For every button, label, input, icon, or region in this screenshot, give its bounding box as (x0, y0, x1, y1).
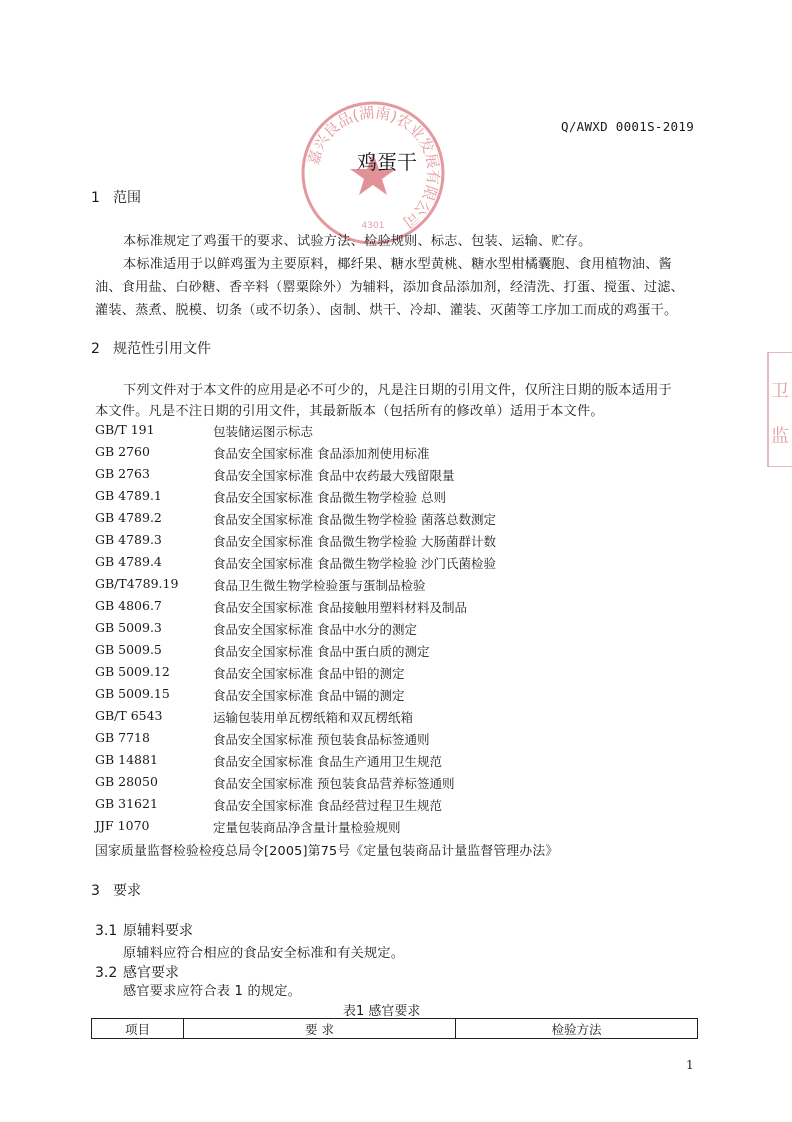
section-3-title: 要求 (113, 883, 141, 899)
section-1-title: 范围 (113, 190, 141, 206)
ref-title: 食品安全国家标准 食品中蛋白质的测定 (213, 644, 430, 659)
ref-title: 食品安全国家标准 食品微生物学检验 沙门氏菌检验 (213, 556, 496, 571)
ref-code: GB 5009.12 (95, 664, 170, 679)
edge-stamp-char-1: 卫 (771, 381, 789, 402)
ref-code: GB 4806.7 (95, 598, 162, 613)
ref-code: GB/T 6543 (95, 708, 163, 723)
section-3-1-text: 原辅料应符合相应的食品安全标准和有关规定。 (123, 946, 405, 961)
edge-stamp-char-2: 监 (771, 426, 789, 447)
ref-title: 食品安全国家标准 食品微生物学检验 菌落总数测定 (213, 512, 496, 527)
ref-title: 运输包装用单瓦楞纸箱和双瓦楞纸箱 (213, 710, 414, 725)
document-code: Q/AWXD 0001S-2019 (561, 119, 695, 134)
table-header-method: 检验方法 (551, 1021, 602, 1037)
section-3-1-number: 3.1 (95, 923, 118, 939)
scope-paragraph-2-line-1: 本标准适用于以鲜鸡蛋为主要原料，椰纤果、糖水型黄桃、糖水型柑橘囊胞、食用植物油、酱 (123, 257, 672, 272)
ref-title: 食品安全国家标准 食品微生物学检验 总则 (213, 490, 446, 505)
section-1-heading (91, 187, 141, 207)
section-3-2-heading (95, 962, 179, 982)
ref-title: 食品安全国家标准 预包装食品营养标签通则 (213, 776, 455, 791)
refs-footer-decree: 国家质量监督检验检疫总局令[2005]第75号《定量包装商品计量监督管理办法》 (95, 844, 559, 859)
section-3-1-title: 原辅料要求 (123, 923, 193, 939)
table-caption: 表1 感官要求 (343, 1004, 421, 1019)
refs-intro-line-1: 下列文件对于本文件的应用是必不可少的，凡是注日期的引用文件，仅所注日期的版本适用于 (123, 383, 672, 398)
ref-code: GB/T4789.19 (95, 576, 179, 591)
ref-code: GB 31621 (95, 796, 158, 811)
ref-code: GB 4789.1 (95, 488, 162, 503)
ref-title: 定量包装商品净含量计量检验规则 (213, 820, 401, 835)
ref-title: 食品安全国家标准 食品中镉的测定 (213, 688, 405, 703)
ref-title: 食品安全国家标准 预包装食品标签通则 (213, 732, 430, 747)
ref-title: 食品安全国家标准 食品中铅的测定 (213, 666, 405, 681)
table-header-item: 项目 (92, 1019, 184, 1038)
ref-code: GB 2760 (95, 444, 150, 459)
scope-paragraph-2-line-3: 灌装、蒸煮、脱模、切条（或不切条）、卤制、烘干、冷却、灌装、灭菌等工序加工而成的鸡蛋干。 (95, 303, 678, 318)
section-2-title: 规范性引用文件 (113, 341, 211, 357)
ref-title: 食品安全国家标准 食品中水分的测定 (213, 622, 417, 637)
section-3-2-title: 感官要求 (123, 965, 179, 981)
document-title: 鸡蛋干 (357, 150, 417, 174)
table-header-requirement: 要 求 (184, 1019, 456, 1038)
section-3-2-number: 3.2 (95, 965, 118, 981)
page-number: 1 (686, 1058, 694, 1072)
ref-title: 包装储运图示标志 (213, 424, 314, 439)
ref-code: GB 5009.15 (95, 686, 170, 701)
section-1-number: 1 (91, 190, 100, 206)
edge-stamp (762, 352, 792, 467)
ref-code: GB/T 191 (95, 422, 155, 437)
ref-title: 食品安全国家标准 食品添加剂使用标准 (213, 446, 430, 461)
ref-code: JJF 1070 (95, 818, 150, 833)
section-3-2-text: 感官要求应符合表 1 的规定。 (123, 984, 302, 999)
ref-code: GB 4789.3 (95, 532, 162, 547)
ref-code: GB 28050 (95, 774, 158, 789)
section-2-heading (91, 338, 211, 358)
ref-code: GB 4789.2 (95, 510, 162, 525)
ref-title: 食品安全国家标准 食品中农药最大残留限量 (213, 468, 455, 483)
scope-paragraph-1: 本标准规定了鸡蛋干的要求、试验方法、检验规则、标志、包装、运输、贮存。 (123, 234, 592, 249)
ref-title: 食品安全国家标准 食品接触用塑料材料及制品 (213, 600, 467, 615)
ref-code: GB 14881 (95, 752, 158, 767)
ref-code: GB 7718 (95, 730, 150, 745)
seal-number: 4301 (361, 221, 385, 231)
ref-title: 食品卫生微生物学检验蛋与蛋制品检验 (213, 578, 426, 593)
ref-code: GB 5009.5 (95, 642, 162, 657)
ref-code: GB 2763 (95, 466, 150, 481)
ref-code: GB 5009.3 (95, 620, 162, 635)
section-2-number: 2 (91, 341, 100, 357)
section-3-heading (91, 880, 141, 900)
ref-code: GB 4789.4 (95, 554, 162, 569)
ref-title: 食品安全国家标准 食品生产通用卫生规范 (213, 754, 442, 769)
ref-title: 食品安全国家标准 食品经营过程卫生规范 (213, 798, 442, 813)
table-header-row (91, 1018, 698, 1039)
scope-paragraph-2-line-2: 油、食用盐、白砂糖、香辛料（罂粟除外）为辅料，添加食品添加剂，经清洗、打蛋、搅蛋、过滤、 (95, 280, 685, 295)
section-3-1-heading (95, 920, 193, 940)
section-3-number: 3 (91, 883, 100, 899)
seal-text: 嘉兴良品(湖南)农业发展有限公司 (304, 103, 443, 232)
refs-intro-line-2: 本文件。凡是不注日期的引用文件，其最新版本（包括所有的修改单）适用于本文件。 (95, 404, 604, 419)
ref-title: 食品安全国家标准 食品微生物学检验 大肠菌群计数 (213, 534, 496, 549)
